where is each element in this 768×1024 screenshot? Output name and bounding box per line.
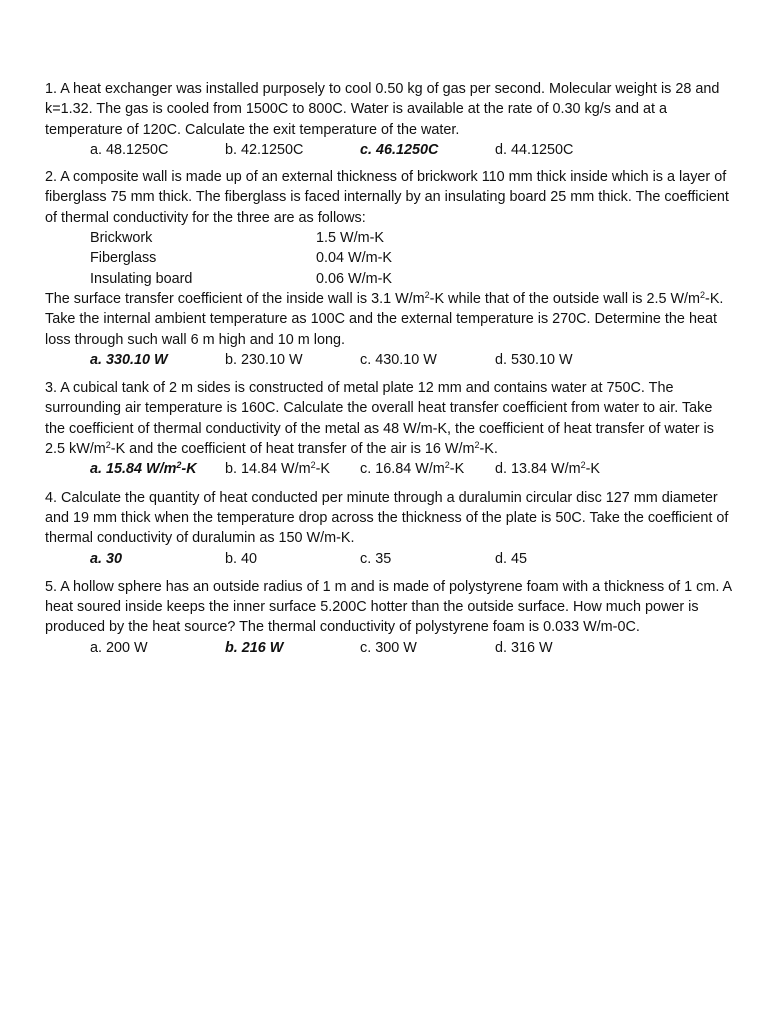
superscript: 2 — [105, 440, 111, 451]
question-2-choice-a: a. 330.10 W — [90, 351, 168, 368]
question-2-choices — [45, 350, 735, 370]
material-name: Insulating board — [90, 270, 193, 287]
question-2 — [45, 167, 735, 370]
choice-text: c. 16.84 W/m — [360, 461, 445, 478]
material-name: Brickwork — [90, 230, 153, 247]
question-1-choice-c: c. 46.1250C — [360, 141, 439, 158]
superscript: 2 — [474, 440, 480, 451]
conductivity-row — [45, 228, 735, 248]
choice-text: -K — [315, 461, 330, 478]
choice-text: -K — [585, 461, 600, 478]
question-5-choice-c: c. 300 W — [360, 639, 417, 656]
stem-text: The surface transfer coefficient of the inside wall is 3.1 W/m — [45, 290, 425, 307]
conductivity-row — [45, 269, 735, 289]
superscript: 2 — [444, 460, 450, 471]
stem-text: -K. Take the internal ambient temperature as 100C and the external temperature is 270C. Determine the heat loss through such wall 6 m high and 10 m long. — [45, 290, 724, 348]
question-5-choice-a: a. 200 W — [90, 639, 148, 656]
superscript: 2 — [424, 289, 430, 300]
question-5-choices — [45, 638, 735, 658]
superscript: 2 — [580, 460, 586, 471]
question-3-choice-c — [360, 459, 495, 479]
choice-text: b. 14.84 W/m — [225, 461, 311, 478]
question-4-choices — [45, 549, 735, 569]
stem-text: -K. — [479, 441, 498, 458]
question-4-choice-d: d. 45 — [495, 550, 528, 567]
question-4-stem: 4. Calculate the quantity of heat conducted per minute through a duralumin circular disc 127 mm diameter and 19 mm thick when the temperature drop across the thickness of the plate is 50C. Take the coefficient of thermal conductivity of duralumin as 150 W/m-K. — [45, 489, 729, 547]
question-1 — [45, 79, 735, 160]
question-3-choice-a — [90, 459, 225, 479]
material-conductivity: 0.06 W/m-K — [316, 270, 392, 287]
stem-text: 3. A cubical tank of 2 m sides is constructed of metal plate 12 mm and contains water at 750C. The surrounding air temperature is 160C. Calculate the overall heat transfer coefficient from water to air. Take the coefficient of thermal conductivity of the metal as 48 W/m-K, the coefficient of heat transfer of water is 2.5 kW/m — [45, 380, 714, 458]
question-4-choice-b: b. 40 — [225, 550, 258, 567]
question-2-stem: 2. A composite wall is made up of an external thickness of brickwork 110 mm thick inside which is a layer of fiberglass 75 mm thick. The fiberglass is faced internally by an insulating board 25 mm thick. The coefficient of thermal conductivity for the three are as follows: — [45, 169, 729, 226]
superscript: 2 — [700, 289, 706, 300]
choice-text: -K — [181, 461, 197, 478]
stem-text: -K and the coefficient of heat transfer of the air is 16 W/m — [110, 441, 475, 458]
question-4 — [45, 488, 735, 569]
question-5-stem: 5. A hollow sphere has an outside radius of 1 m and is made of polystyrene foam with a thickness of 1 cm. A heat soured inside keeps the inner surface 5.200C hotter than the outside surface. How much power is produced by the heat source? The thermal conductivity of polystyrene foam is 0.033 W/m-0C. — [45, 578, 732, 636]
question-1-choice-d: d. 44.1250C — [495, 141, 574, 158]
question-4-choice-c: c. 35 — [360, 550, 392, 567]
question-1-choices — [45, 140, 735, 160]
superscript: 2 — [176, 460, 182, 471]
question-5 — [45, 577, 735, 658]
superscript: 2 — [310, 460, 316, 471]
stem-text: -K while that of the outside wall is 2.5 W/m — [429, 290, 701, 307]
question-3-choice-b — [225, 459, 360, 479]
question-3-stem — [45, 378, 735, 459]
question-list — [45, 79, 735, 658]
choice-text: d. 13.84 W/m — [495, 461, 581, 478]
question-3-choice-d — [495, 459, 630, 479]
question-3 — [45, 378, 735, 479]
question-2-choice-b: b. 230.10 W — [225, 351, 303, 368]
material-conductivity: 1.5 W/m-K — [316, 230, 384, 247]
question-1-choice-a: a. 48.1250C — [90, 141, 169, 158]
question-5-choice-b: b. 216 W — [225, 639, 284, 656]
question-1-stem: 1. A heat exchanger was installed purposely to cool 0.50 kg of gas per second. Molecular weight is 28 and k=1.32. The gas is cooled from 1500C to 800C. Water is available at the rate of 0.30 kg/s and at a temperature of 120C. Calculate the exit temperature of the water. — [45, 81, 720, 138]
question-2-choice-d: d. 530.10 W — [495, 351, 573, 368]
choice-text: -K — [449, 461, 465, 478]
material-conductivity: 0.04 W/m-K — [316, 250, 392, 267]
question-1-choice-b: b. 42.1250C — [225, 141, 304, 158]
conductivity-table — [45, 228, 735, 289]
question-3-choices — [45, 459, 735, 479]
question-4-choice-a: a. 30 — [90, 550, 123, 567]
question-2-choice-c: c. 430.10 W — [360, 351, 437, 368]
material-name: Fiberglass — [90, 250, 157, 267]
choice-text: a. 15.84 W/m — [90, 461, 177, 478]
question-5-choice-d: d. 316 W — [495, 639, 553, 656]
conductivity-row — [45, 248, 735, 268]
question-2-stem-continued — [45, 289, 735, 350]
